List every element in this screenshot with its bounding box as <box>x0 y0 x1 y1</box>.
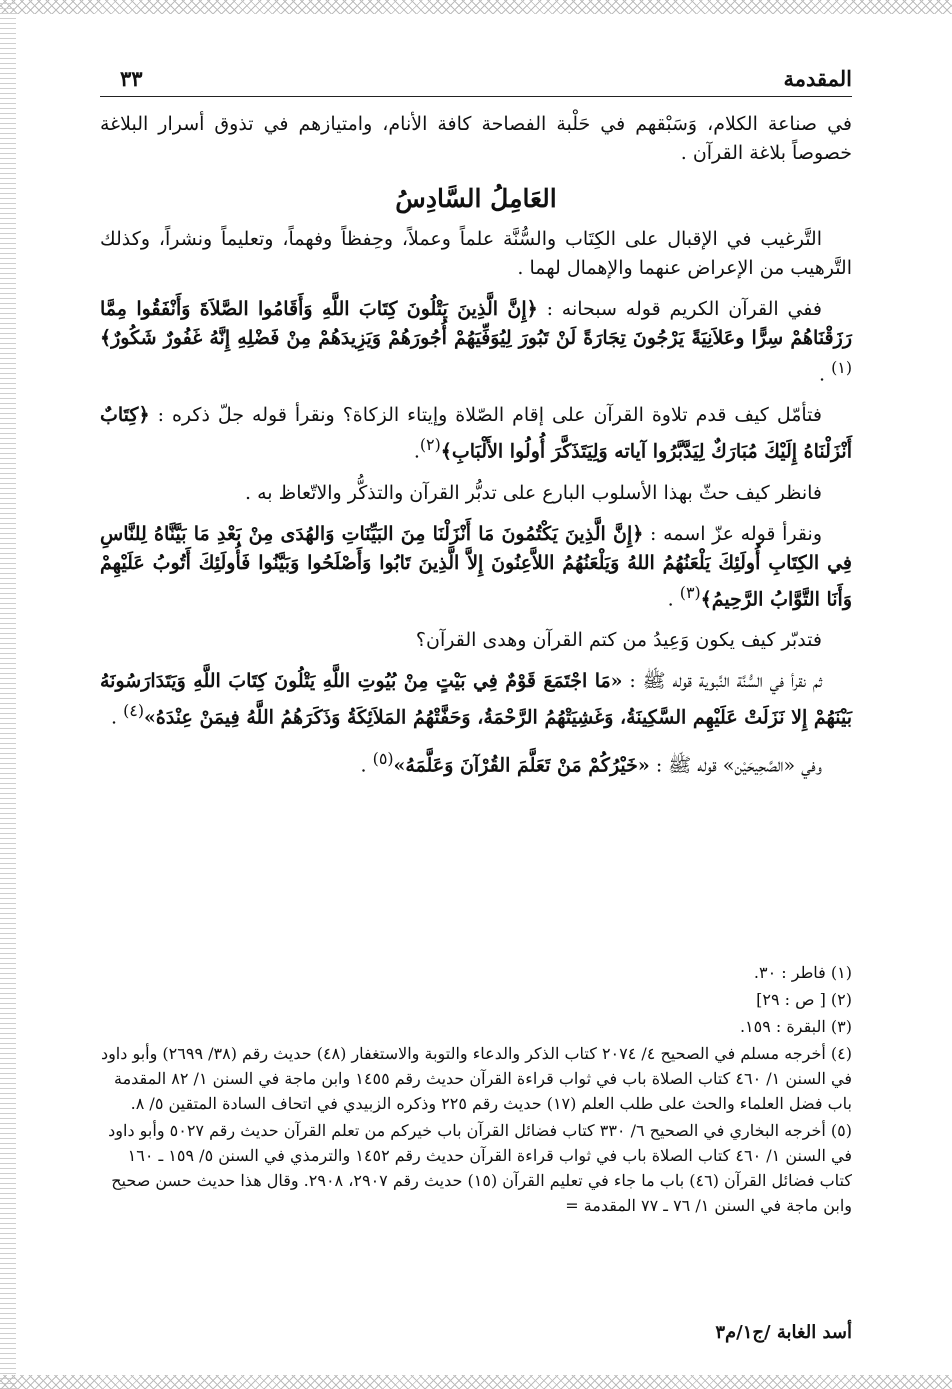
page-border-left <box>0 0 16 1389</box>
paragraph-with-quran-quote: ففي القرآن الكريم قوله سبحانه : ﴿إِنَّ الَّذِينَ يَتْلُونَ كِتَابَ اللَّهِ وَأَقَامُوا الصَّلاَةَ وَأَنْفَقُوا مِمَّا رَزَقْنَاهُمْ سِرًّا وعَلاَنِيَةً يَرْجُونَ تِجَارَةً لَنْ تَبُورَ لِيُوَفِّيَهُمْ أُجُورَهُمْ وَيَزِيدَهُمْ مِنْ فَضْلِهِ إِنَّهُ غَفُورٌ شَكُورٌ﴾$^{(١)}$ . <box>100 298 852 386</box>
signature-mark: أسد الغابة /ج١/م٣ <box>715 1322 852 1343</box>
signature-line <box>100 1322 852 1348</box>
paragraph: فانظر كيف حثّ بهذا الأسلوب البارع على تدبُّر القرآن والتذكُّر والاتّعاظ به . <box>245 481 822 504</box>
paragraph-intro: ثم نقرأ في السُّنَّة النَّبوية قوله ﷺ : <box>629 669 822 692</box>
footnote: (١) فاطر : ٣٠. <box>753 963 852 982</box>
footnote-ref: (٤) <box>123 700 144 720</box>
footnote: (٣) البقرة : ١٥٩. <box>739 1017 852 1036</box>
page-number: ٣٣ <box>120 66 143 91</box>
paragraph-intro: ونقرأ قوله عزّ اسمه : <box>650 522 822 545</box>
paragraph-with-quran-quote: ونقرأ قوله عزّ اسمه : ﴿إِنَّ الَّذِينَ يَكْتُمُونَ مَا أَنْزَلْنَا مِنَ البَيِّنَاتِ وَالهُدَى مِنْ بَعْدِ مَا بَيَّنَّاهُ لِلنَّاسِ فِي الكِتَابِ أُولَئِكَ يَلْعَنُهُمُ اللهُ وَيَلْعَنُهُمُ اللاَّعِنُونَ إِلاَّ الَّذِينَ تَابُوا وَأَصْلَحُوا وَبَيَّنُوا فَأُولَئِكَ أَتُوبُ عَلَيْهِمْ وَأَنَا التَّوَّابُ الرَّحِيمُ﴾$^{(٣)}$ . <box>100 522 852 610</box>
paragraph-intro: ففي القرآن الكريم قوله سبحانه : <box>546 298 822 320</box>
footnote: (٤) أخرجه مسلم في الصحيح ٤/ ٢٠٧٤ كتاب الذكر والدعاء والتوبة والاستغفار (٤٨) حديث رقم (٣٨/ ٢٦٩٩) وأبو داود في السنن ١/ ٤٦٠ كتاب الصلاة باب في ثواب قراءة القرآن حديث رقم ١٤٥٥ وابن ماجة في السنن ١/ ٨٢ المقدمة باب فضل العلماء والحث على طلب العلم (١٧) حديث رقم ٢٢٥ وذكره الزبيدي في اتحاف السادة المتقين ٥/ ٨. <box>100 1044 852 1113</box>
quran-quote: ﴿إِنَّ الَّذِينَ يَتْلُونَ كِتَابَ اللَّهِ وَأَقَامُوا الصَّلاَةَ وَأَنْفَقُوا مِمَّا رَزَقْنَاهُمْ سِرًّا وعَلاَنِيَةً يَرْجُونَ تِجَارَةً لَنْ تَبُورَ لِيُوَفِّيَهُمْ أُجُورَهُمْ وَيَزِيدَهُمْ مِنْ فَضْلِهِ إِنَّهُ غَفُورٌ شَكُورٌ﴾ <box>100 298 852 349</box>
paragraph-with-hadith-quote: ثم نقرأ في السُّنَّة النَّبوية قوله ﷺ : «مَا اجْتَمَعَ قَوْمٌ فِي بَيْتٍ مِنْ بُيُوتِ اللَّهِ يَتْلُونَ كِتَابَ اللَّهِ وَيَتَدَارَسُونَهُ بَيْنَهُمْ إِلا نَزَلَتْ عَلَيْهِم السَّكِينَةُ، وَغَشِيَتْهُمُ الرَّحْمَةُ، وَحَفَّتْهُمُ المَلاَئِكَةُ وَذَكَرَهُمُ اللَّهُ فِيمَنْ عِنْدَهُ»$^{(٤)}$ . <box>100 669 852 729</box>
hadith-quote: «مَا اجْتَمَعَ قَوْمٌ فِي بَيْتٍ مِنْ بُيُوتِ اللَّهِ يَتْلُونَ كِتَابَ اللَّهِ وَيَتَدَارَسُونَهُ بَيْنَهُمْ إِلا نَزَلَتْ عَلَيْهِم السَّكِينَةُ، وَغَشِيَتْهُمُ الرَّحْمَةُ، وَحَفَّتْهُمُ المَلاَئِكَةُ وَذَكَرَهُمُ اللَّهُ فِيمَنْ عِنْدَهُ» <box>100 669 852 729</box>
footnote-ref: (١) <box>831 358 852 377</box>
footnote-ref: (٣) <box>679 582 701 602</box>
paragraph: فتدبّر كيف يكون وَعِيدُ من كتم القرآن وهدى القرآن؟ <box>415 628 822 651</box>
page-border-top <box>0 0 952 14</box>
footnote: (٢) [ ص : ٢٩] <box>756 990 852 1009</box>
quran-quote: ﴿كِتَابٌ أَنْزَلْنَاهُ إِلَيْكَ مُبَارَكٌ لِيَدَّبَّرُوا آياته وَلِيَتَذَكَّرَ أُولُوا الأَلْبَابِ﴾ <box>100 404 852 463</box>
footnote-ref: (٢) <box>419 435 441 455</box>
quran-quote: ﴿إِنَّ الَّذِينَ يَكْتُمُونَ مَا أَنْزَلْنَا مِنَ البَيِّنَاتِ وَالهُدَى مِنْ بَعْدِ مَا بَيَّنَّاهُ لِلنَّاسِ فِي الكِتَابِ أُولَئِكَ يَلْعَنُهُمُ اللهُ وَيَلْعَنُهُمُ اللاَّعِنُونَ إِلاَّ الَّذِينَ تَابُوا وَأَصْلَحُوا وَبَيَّنُوا فَأُولَئِكَ أَتُوبُ عَلَيْهِمْ وَأَنَا التَّوَّابُ الرَّحِيمُ﴾ <box>100 522 852 610</box>
footnote-ref: (٥) <box>372 749 394 769</box>
paragraph-with-quran-quote: فتأمّل كيف قدم تلاوة القرآن على إقام الصّلاة وإيتاء الزكاة؟ ونقرأ قوله جلّ ذكره : ﴿كِتَابٌ أَنْزَلْنَاهُ إِلَيْكَ مُبَارَكٌ لِيَدَّبَّرُوا آياته وَلِيَتَذَكَّرَ أُولُوا الأَلْبَابِ﴾$^{(٢)}$. <box>100 404 852 463</box>
footnote: (٥) أخرجه البخاري في الصحيح ٦/ ٣٣٠ كتاب فضائل القرآن باب خيركم من تعلم القرآن حديث رقم ٥٠٢٧ وأبو داود في السنن ١/ ٤٦٠ كتاب الصلاة باب في ثواب قراءة القرآن حديث رقم ١٤٥٢ والترمذي في السنن ٥/ ١٥٩ ـ ١٦٠ كتاب فضائل القرآن (٤٦) باب ما جاء في تعليم القرآن (١٥) حديث رقم ٢٩٠٧، ٢٩٠٨. وقال هذا حديث حسن صحيح وابن ماجة في السنن ١/ ٧٦ ـ ٧٧ المقدمة = <box>108 1121 852 1215</box>
main-text <box>100 110 852 793</box>
running-header <box>100 60 852 97</box>
book-page <box>100 20 852 1369</box>
paragraph: التَّرغيب في الإقبال على الكِتَاب والسُّنَّة علماً وعملاً، وحِفظاً وفهماً، وتعليماً ونشراً، وكذلك التَّرهيب من الإعراض عنهما والإهمال لهما . <box>100 228 852 279</box>
paragraph-intro: وفي «الصَّحِيحَيْن» قوله ﷺ : <box>655 754 822 777</box>
paragraph-intro: فتأمّل كيف قدم تلاوة القرآن على إقام الصّلاة وإيتاء الزكاة؟ ونقرأ قوله جلّ ذكره : <box>157 404 823 427</box>
footnotes <box>100 960 852 1220</box>
paragraph: في صناعة الكلام، وَسَبْقهم في حَلْبة الفصاحة كافة الأنام، وامتيازهم في تذوق أسرار البلاغة خصوصاً بلاغة القرآن . <box>100 113 852 164</box>
hadith-quote: «خَيْرُكُمْ مَنْ تَعَلَّمَ القُرْآنَ وَعَلَّمَهُ» <box>393 754 650 777</box>
running-title: المقدمة <box>783 66 852 91</box>
page-border-bottom <box>0 1375 952 1389</box>
section-heading: العَامِلُ السَّادِسُ <box>395 184 557 213</box>
paragraph-with-hadith-quote: وفي «الصَّحِيحَيْن» قوله ﷺ : «خَيْرُكُمْ مَنْ تَعَلَّمَ القُرْآنَ وَعَلَّمَهُ»$^{(٥)}$ . <box>360 749 822 777</box>
